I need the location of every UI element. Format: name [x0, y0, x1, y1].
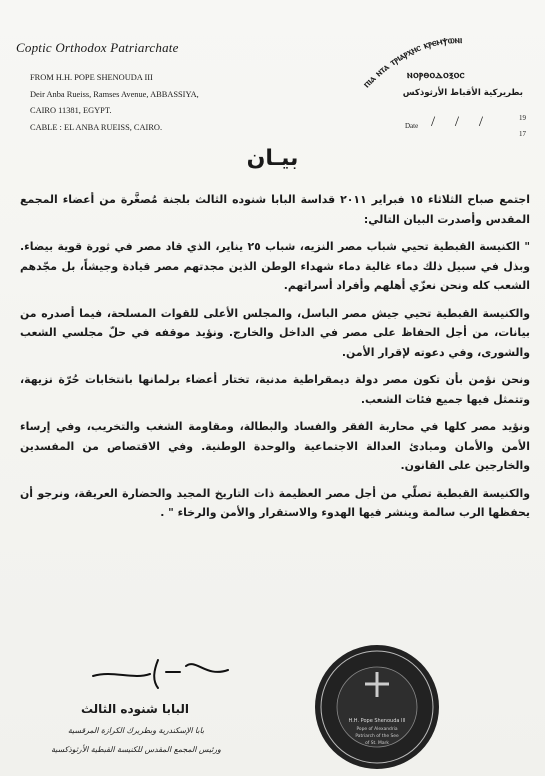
- paragraph-prayer: والكنيسة القبطية تصلّي من أجل مصر العظيمة ذات التاريخ المجيد والحضارة العريقة، ونرجو أن يحفظها الرب سالمة وينشر فيها الهدوء والاستقرار والأمن والرخاء " .: [20, 486, 530, 519]
- cable-line: CABLE : EL ANBA RUEISS, CAIRO.: [30, 122, 163, 132]
- paragraph-democracy: ونحن نؤمن بأن تكون مصر دولة ديمقراطية مدنية، تختار أعضاء برلمانها بانتخابات حُرّة نزيهة، وتتمثل فيها جميع فئات الشعب.: [20, 373, 530, 406]
- date-label: Date: [405, 122, 419, 130]
- paragraph-youth: " الكنيسة القبطية تحيي شباب مصر النزيه، شباب ٢٥ يناير، الذي قاد مصر في ثورة قوية بيضاء. وبذل في سبيل ذلك دماء غالية دماء شهداء الوطن الذين مجدتهم مصر قيادة وجيشاً، بل مجّدهم الشعب كله ونحن نعزّي أهلهم وأفراد أسراتهم.: [20, 240, 531, 292]
- seal-line-1: H.H. Pope Shenouda III: [348, 718, 406, 724]
- paragraph-army: والكنيسة القبطية تحيي جيش مصر الباسل، والمجلس الأعلى للقوات المسلحة، فيما أصدره من بيانات، من أجل الحفاظ على مصر في الداخل والخارج. ونؤيد موقفه في حلّ مجلسي الشعب والشورى، وفي دعوته لإقرار الأمن.: [20, 306, 530, 359]
- statement-body: [20, 190, 530, 531]
- letterhead-left: [16, 40, 236, 136]
- document-title: بيـان: [246, 146, 299, 171]
- seal-line-2: Pope of Alexandria: [356, 727, 398, 732]
- papal-seal: [312, 642, 442, 772]
- date-year-1: 19: [519, 114, 526, 122]
- address-line-1: Deir Anba Rueiss, Ramses Avenue, ABBASSIYA,: [30, 89, 199, 99]
- signatory-name: البابا شنوده الثالث: [80, 702, 190, 716]
- seal-line-4: of St. Mark: [365, 741, 389, 746]
- letterhead-right: [355, 18, 540, 138]
- from-line: FROM H.H. POPE SHENOUDA III: [30, 73, 153, 82]
- date-marks: / / /: [431, 114, 492, 130]
- date-year-2: 17: [519, 130, 526, 138]
- org-name: Coptic Orthodox Patriarchate: [16, 40, 179, 55]
- address-line-2: CAIRO 11381, EGYPT.: [30, 106, 112, 115]
- signatory-title-2: ورئيس المجمع المقدس للكنيسة القبطية الأرثوذكسية: [51, 745, 221, 754]
- signatory-title-1: بابا الإسكندرية وبطريرك الكرازة المرقسية: [67, 726, 205, 735]
- paragraph-intro: اجتمع صباح الثلاثاء ١٥ فبراير ٢٠١١ قداسة البابا شنوده الثالث بلجنة مُصغَّرة من أعضاء المجمع المقدس وأصدرت البيان التالي:: [20, 193, 530, 226]
- paragraph-support: ونؤيد مصر كلها في محاربة الفقر والفساد والبطالة، ومقاومة الشغب والتخريب، وفي إرساء الأمن والأمان ومبادئ العدالة الاجتماعية والوحدة الوطنية. وفي الاقتصاص من المفسدين والخارجين على القانون.: [20, 420, 530, 472]
- arabic-letterhead: بطريركية الأقباط الأرثوذكس: [402, 88, 523, 98]
- svg-text:ⲡⲓⲁ ⲛⲧⲁ ⲧⲣⲓⲁⲣⲭⲏⲥ ⲕⲣⲉⲙⲯⲱⲛⲓ: ⲡⲓⲁ ⲛⲧⲁ ⲧⲣⲓⲁⲣⲭⲏⲥ ⲕⲣⲉⲙⲯⲱⲛⲓ: [361, 34, 463, 91]
- seal-line-3: Patriarch of the See: [355, 734, 399, 739]
- greek-arc-heading: [355, 18, 540, 98]
- orthodox-heading: ⲛⲟⲣⲑⲟⲇⲟⲝⲟⲥ: [407, 68, 465, 81]
- handwritten-signature: [88, 652, 238, 692]
